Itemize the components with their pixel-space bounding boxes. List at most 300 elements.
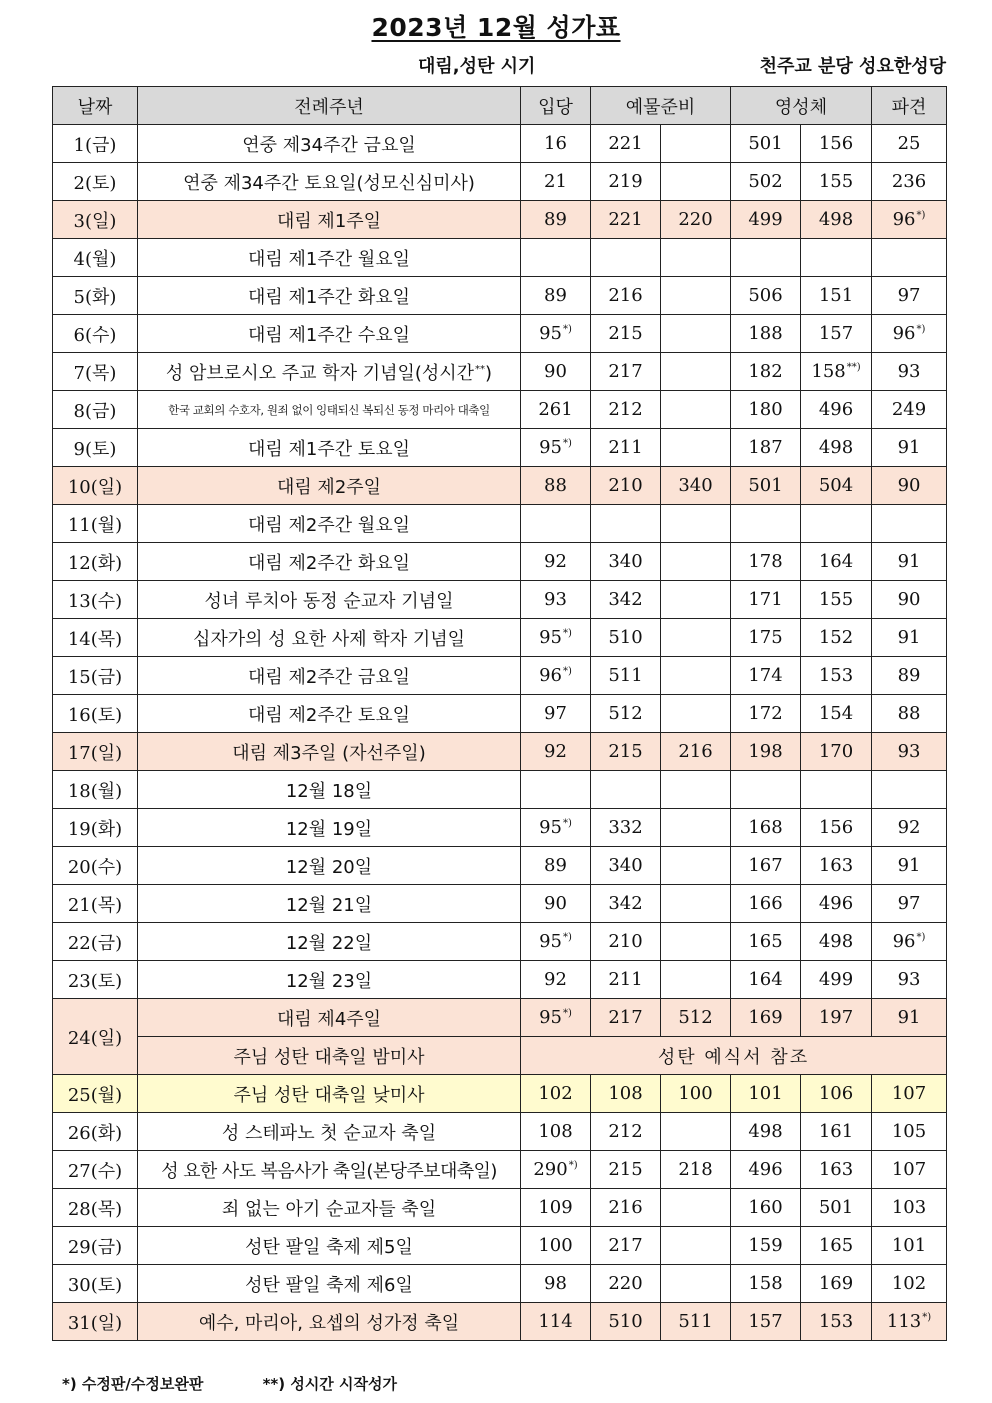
dismissal-cell: 91 bbox=[872, 543, 947, 581]
communion-cell-1: 101 bbox=[731, 1075, 801, 1113]
offertory-cell-1: 212 bbox=[591, 1113, 661, 1151]
entrance-cell: 89 bbox=[521, 847, 591, 885]
offertory-cell-2 bbox=[661, 353, 731, 391]
header-communion: 영성체 bbox=[731, 87, 872, 125]
dismissal-cell: 102 bbox=[872, 1265, 947, 1303]
offertory-cell-1: 510 bbox=[591, 619, 661, 657]
liturgy-cell: 대림 제1주간 월요일 bbox=[138, 239, 521, 277]
communion-cell-1: 164 bbox=[731, 961, 801, 999]
communion-cell-1: 180 bbox=[731, 391, 801, 429]
date-cell: 21(목) bbox=[53, 885, 138, 923]
table-row bbox=[53, 1265, 947, 1303]
offertory-cell-1: 211 bbox=[591, 961, 661, 999]
communion-cell-1: 501 bbox=[731, 125, 801, 163]
communion-cell-1: 502 bbox=[731, 163, 801, 201]
liturgy-cell: 주님 성탄 대축일 낮미사 bbox=[138, 1075, 521, 1113]
offertory-cell-1: 219 bbox=[591, 163, 661, 201]
liturgy-cell: 성탄 팔일 축제 제5일 bbox=[138, 1227, 521, 1265]
communion-cell-2: 501 bbox=[801, 1189, 872, 1227]
offertory-cell-1: 221 bbox=[591, 125, 661, 163]
revision-mark: *) bbox=[922, 1312, 932, 1323]
offertory-cell-2 bbox=[661, 429, 731, 467]
communion-cell-2: 499 bbox=[801, 961, 872, 999]
offertory-cell-2 bbox=[661, 847, 731, 885]
liturgy-cell: 대림 제3주일 (자선주일) bbox=[138, 733, 521, 771]
revision-mark: *) bbox=[563, 932, 572, 943]
dismissal-cell: 97 bbox=[872, 885, 947, 923]
date-cell: 30(토) bbox=[53, 1265, 138, 1303]
header-offertory: 예물준비 bbox=[591, 87, 731, 125]
dismissal-cell: 91 bbox=[872, 847, 947, 885]
table-row bbox=[53, 695, 947, 733]
offertory-cell-2 bbox=[661, 391, 731, 429]
communion-cell-2: 157 bbox=[801, 315, 872, 353]
offertory-cell-2: 216 bbox=[661, 733, 731, 771]
communion-cell-1: 172 bbox=[731, 695, 801, 733]
table-row bbox=[53, 1151, 947, 1189]
entrance-cell: 92 bbox=[521, 733, 591, 771]
header-date: 날짜 bbox=[53, 87, 138, 125]
dismissal-cell: 93 bbox=[872, 961, 947, 999]
liturgy-cell: 연중 제34주간 토요일(성모신심미사) bbox=[138, 163, 521, 201]
offertory-cell-2 bbox=[661, 1227, 731, 1265]
table-row-sunday bbox=[53, 201, 947, 239]
entrance-cell: 93 bbox=[521, 581, 591, 619]
dismissal-cell: 91 bbox=[872, 999, 947, 1037]
liturgy-cell: 죄 없는 아기 순교자들 축일 bbox=[138, 1189, 521, 1227]
dismissal-cell: 107 bbox=[872, 1075, 947, 1113]
liturgy-cell: 12월 18일 bbox=[138, 771, 521, 809]
header-dismissal: 파견 bbox=[872, 87, 947, 125]
liturgy-cell: 대림 제2주간 월요일 bbox=[138, 505, 521, 543]
liturgy-cell: 성탄 팔일 축제 제6일 bbox=[138, 1265, 521, 1303]
dismissal-cell: 236 bbox=[872, 163, 947, 201]
communion-cell-2: 163 bbox=[801, 1151, 872, 1189]
dismissal-cell bbox=[872, 315, 947, 353]
offertory-cell-1: 510 bbox=[591, 1303, 661, 1341]
communion-cell-1: 198 bbox=[731, 733, 801, 771]
dismissal-value: 96 bbox=[892, 209, 916, 230]
offertory-cell-2: 100 bbox=[661, 1075, 731, 1113]
entrance-cell bbox=[521, 809, 591, 847]
dismissal-cell: 107 bbox=[872, 1151, 947, 1189]
entrance-cell bbox=[521, 239, 591, 277]
date-cell: 16(토) bbox=[53, 695, 138, 733]
table-row bbox=[53, 619, 947, 657]
liturgy-cell: 대림 제2주일 bbox=[138, 467, 521, 505]
date-cell: 10(일) bbox=[53, 467, 138, 505]
date-cell: 12(화) bbox=[53, 543, 138, 581]
footnote-holy-hour: **) 성시간 시작성가 bbox=[262, 1375, 397, 1393]
entrance-cell: 108 bbox=[521, 1113, 591, 1151]
date-cell: 31(일) bbox=[53, 1303, 138, 1341]
liturgy-cell: 대림 제1주간 토요일 bbox=[138, 429, 521, 467]
table-row bbox=[53, 885, 947, 923]
liturgy-cell: 대림 제2주간 금요일 bbox=[138, 657, 521, 695]
communion-cell-1: 169 bbox=[731, 999, 801, 1037]
liturgy-text-tail: ) bbox=[485, 362, 493, 384]
date-cell: 11(월) bbox=[53, 505, 138, 543]
offertory-cell-1: 342 bbox=[591, 885, 661, 923]
date-cell: 15(금) bbox=[53, 657, 138, 695]
communion-cell-2: 161 bbox=[801, 1113, 872, 1151]
date-cell: 25(월) bbox=[53, 1075, 138, 1113]
date-cell: 23(토) bbox=[53, 961, 138, 999]
offertory-cell-1: 217 bbox=[591, 353, 661, 391]
entrance-cell: 98 bbox=[521, 1265, 591, 1303]
communion-cell-2 bbox=[801, 771, 872, 809]
offertory-cell-2 bbox=[661, 277, 731, 315]
offertory-cell-2 bbox=[661, 657, 731, 695]
footnote-revision: *) 수정판/수정보완판 bbox=[62, 1375, 204, 1393]
offertory-cell-1 bbox=[591, 239, 661, 277]
communion-cell-1: 188 bbox=[731, 315, 801, 353]
communion-cell-2: 155 bbox=[801, 163, 872, 201]
date-cell: 20(수) bbox=[53, 847, 138, 885]
date-cell: 3(일) bbox=[53, 201, 138, 239]
dismissal-cell: 101 bbox=[872, 1227, 947, 1265]
date-cell: 14(목) bbox=[53, 619, 138, 657]
entrance-cell: 90 bbox=[521, 885, 591, 923]
communion-cell-2: 170 bbox=[801, 733, 872, 771]
entrance-cell: 89 bbox=[521, 277, 591, 315]
offertory-cell-2 bbox=[661, 923, 731, 961]
table-row bbox=[53, 771, 947, 809]
communion-cell-2: 496 bbox=[801, 391, 872, 429]
offertory-cell-1: 216 bbox=[591, 1189, 661, 1227]
entrance-cell: 89 bbox=[521, 201, 591, 239]
dismissal-cell: 25 bbox=[872, 125, 947, 163]
parish-name: 천주교 분당 성요한성당 bbox=[759, 56, 946, 77]
offertory-cell-1: 342 bbox=[591, 581, 661, 619]
date-cell: 18(월) bbox=[53, 771, 138, 809]
dismissal-cell bbox=[872, 201, 947, 239]
dismissal-cell bbox=[872, 239, 947, 277]
dismissal-value: 113 bbox=[886, 1311, 922, 1332]
offertory-cell-2 bbox=[661, 619, 731, 657]
revision-mark: *) bbox=[563, 438, 572, 449]
header-row bbox=[53, 87, 947, 125]
date-cell: 5(화) bbox=[53, 277, 138, 315]
communion-cell-2 bbox=[801, 353, 872, 391]
liturgy-cell: 대림 제1주간 화요일 bbox=[138, 277, 521, 315]
entrance-value: 95 bbox=[539, 627, 562, 648]
offertory-cell-1: 216 bbox=[591, 277, 661, 315]
offertory-cell-1: 210 bbox=[591, 923, 661, 961]
communion-cell-2 bbox=[801, 505, 872, 543]
communion-cell-2: 169 bbox=[801, 1265, 872, 1303]
entrance-value: 95 bbox=[539, 817, 562, 838]
date-cell: 13(수) bbox=[53, 581, 138, 619]
dismissal-cell: 92 bbox=[872, 809, 947, 847]
communion-cell-2: 155 bbox=[801, 581, 872, 619]
entrance-cell: 88 bbox=[521, 467, 591, 505]
communion-cell-2: 197 bbox=[801, 999, 872, 1037]
table-row bbox=[53, 809, 947, 847]
date-cell: 1(금) bbox=[53, 125, 138, 163]
revision-mark: *) bbox=[563, 324, 572, 335]
communion-cell-2: 498 bbox=[801, 201, 872, 239]
hymn-schedule-table bbox=[52, 86, 947, 1341]
communion-cell-1: 187 bbox=[731, 429, 801, 467]
entrance-cell bbox=[521, 505, 591, 543]
header-liturgy: 전례주년 bbox=[138, 87, 521, 125]
offertory-cell-2 bbox=[661, 125, 731, 163]
dismissal-cell bbox=[872, 1303, 947, 1341]
liturgy-cell: 대림 제1주일 bbox=[138, 201, 521, 239]
revision-mark: *) bbox=[916, 210, 926, 221]
offertory-cell-2: 218 bbox=[661, 1151, 731, 1189]
table-row-sunday bbox=[53, 1303, 947, 1341]
liturgy-cell bbox=[138, 353, 521, 391]
offertory-cell-1: 511 bbox=[591, 657, 661, 695]
offertory-cell-2 bbox=[661, 543, 731, 581]
dismissal-cell: 93 bbox=[872, 353, 947, 391]
liturgy-cell: 성녀 루치아 동정 순교자 기념일 bbox=[138, 581, 521, 619]
header-entrance: 입당 bbox=[521, 87, 591, 125]
liturgy-cell: 대림 제2주간 토요일 bbox=[138, 695, 521, 733]
entrance-cell: 109 bbox=[521, 1189, 591, 1227]
table-row-christmas bbox=[53, 1075, 947, 1113]
communion-cell-2: 153 bbox=[801, 657, 872, 695]
liturgy-cell: 예수, 마리아, 요셉의 성가정 축일 bbox=[138, 1303, 521, 1341]
dismissal-cell: 90 bbox=[872, 581, 947, 619]
entrance-value: 95 bbox=[539, 323, 562, 344]
table-row bbox=[53, 353, 947, 391]
liturgy-cell: 대림 제4주일 bbox=[138, 999, 521, 1037]
date-cell: 24(일) bbox=[53, 999, 138, 1075]
offertory-cell-1: 108 bbox=[591, 1075, 661, 1113]
offertory-cell-1 bbox=[591, 771, 661, 809]
entrance-cell: 114 bbox=[521, 1303, 591, 1341]
entrance-cell bbox=[521, 999, 591, 1037]
offertory-cell-2 bbox=[661, 809, 731, 847]
holy-hour-mark: **) bbox=[846, 362, 861, 373]
offertory-cell-2 bbox=[661, 695, 731, 733]
table-row bbox=[53, 163, 947, 201]
offertory-cell-2 bbox=[661, 239, 731, 277]
liturgy-cell: 한국 교회의 수호자, 원죄 없이 잉태되신 복되신 동정 마리아 대축일 bbox=[138, 391, 521, 429]
entrance-cell bbox=[521, 429, 591, 467]
liturgy-cell: 12월 19일 bbox=[138, 809, 521, 847]
communion-cell-2: 151 bbox=[801, 277, 872, 315]
table-row bbox=[53, 581, 947, 619]
offertory-cell-2: 512 bbox=[661, 999, 731, 1037]
communion-cell-1: 167 bbox=[731, 847, 801, 885]
entrance-cell: 92 bbox=[521, 961, 591, 999]
date-cell: 4(월) bbox=[53, 239, 138, 277]
dismissal-cell: 249 bbox=[872, 391, 947, 429]
offertory-cell-2 bbox=[661, 885, 731, 923]
entrance-cell bbox=[521, 619, 591, 657]
communion-cell-1: 506 bbox=[731, 277, 801, 315]
table-row bbox=[53, 315, 947, 353]
communion-cell-2: 156 bbox=[801, 809, 872, 847]
offertory-cell-2: 220 bbox=[661, 201, 731, 239]
communion-cell-1: 496 bbox=[731, 1151, 801, 1189]
communion-cell-1: 499 bbox=[731, 201, 801, 239]
entrance-cell: 97 bbox=[521, 695, 591, 733]
table-row bbox=[53, 1113, 947, 1151]
communion-cell-1: 498 bbox=[731, 1113, 801, 1151]
liturgy-cell: 12월 22일 bbox=[138, 923, 521, 961]
dismissal-cell: 105 bbox=[872, 1113, 947, 1151]
date-cell: 8(금) bbox=[53, 391, 138, 429]
offertory-cell-1: 217 bbox=[591, 999, 661, 1037]
communion-cell-1: 165 bbox=[731, 923, 801, 961]
liturgy-cell: 십자가의 성 요한 사제 학자 기념일 bbox=[138, 619, 521, 657]
date-cell: 22(금) bbox=[53, 923, 138, 961]
table-row bbox=[53, 239, 947, 277]
date-cell: 27(수) bbox=[53, 1151, 138, 1189]
dismissal-cell: 88 bbox=[872, 695, 947, 733]
offertory-cell-1: 221 bbox=[591, 201, 661, 239]
offertory-cell-2 bbox=[661, 163, 731, 201]
offertory-cell-1: 340 bbox=[591, 543, 661, 581]
table-row bbox=[53, 429, 947, 467]
holy-hour-mark: ** bbox=[475, 363, 486, 375]
dismissal-cell: 93 bbox=[872, 733, 947, 771]
revision-mark: *) bbox=[563, 1008, 572, 1019]
date-cell: 9(토) bbox=[53, 429, 138, 467]
entrance-cell bbox=[521, 923, 591, 961]
table-row-sunday bbox=[53, 467, 947, 505]
entrance-cell bbox=[521, 315, 591, 353]
communion-cell-1: 175 bbox=[731, 619, 801, 657]
communion-cell-1 bbox=[731, 771, 801, 809]
communion-cell-2: 154 bbox=[801, 695, 872, 733]
revision-mark: *) bbox=[916, 932, 926, 943]
offertory-cell-2: 511 bbox=[661, 1303, 731, 1341]
communion-cell-1: 158 bbox=[731, 1265, 801, 1303]
communion-cell-2: 164 bbox=[801, 543, 872, 581]
entrance-cell: 261 bbox=[521, 391, 591, 429]
communion-cell-2: 496 bbox=[801, 885, 872, 923]
dismissal-cell: 89 bbox=[872, 657, 947, 695]
communion-cell-1: 174 bbox=[731, 657, 801, 695]
revision-mark: *) bbox=[563, 818, 572, 829]
offertory-cell-2 bbox=[661, 1189, 731, 1227]
dismissal-cell: 103 bbox=[872, 1189, 947, 1227]
liturgy-cell: 성 요한 사도 복음사가 축일(본당주보대축일) bbox=[138, 1151, 521, 1189]
entrance-value: 95 bbox=[539, 1007, 562, 1028]
communion-cell-2: 106 bbox=[801, 1075, 872, 1113]
communion-cell-1: 171 bbox=[731, 581, 801, 619]
offertory-cell-1: 210 bbox=[591, 467, 661, 505]
see-christmas-rite-note: 성탄 예식서 참조 bbox=[521, 1037, 947, 1075]
communion-cell-1: 168 bbox=[731, 809, 801, 847]
liturgy-cell: 12월 23일 bbox=[138, 961, 521, 999]
page-title: 2023년 12월 성가표 bbox=[371, 13, 621, 42]
offertory-cell-1: 215 bbox=[591, 1151, 661, 1189]
table-row bbox=[53, 1227, 947, 1265]
revision-mark: *) bbox=[916, 324, 926, 335]
offertory-cell-1 bbox=[591, 505, 661, 543]
date-cell: 19(화) bbox=[53, 809, 138, 847]
offertory-cell-2 bbox=[661, 961, 731, 999]
table-row bbox=[53, 277, 947, 315]
date-cell: 7(목) bbox=[53, 353, 138, 391]
table-row bbox=[53, 847, 947, 885]
communion-cell-2: 153 bbox=[801, 1303, 872, 1341]
entrance-cell: 21 bbox=[521, 163, 591, 201]
communion-cell-1: 501 bbox=[731, 467, 801, 505]
dismissal-cell bbox=[872, 923, 947, 961]
offertory-cell-1: 215 bbox=[591, 733, 661, 771]
dismissal-value: 96 bbox=[892, 931, 916, 952]
communion-cell-1: 178 bbox=[731, 543, 801, 581]
date-cell: 17(일) bbox=[53, 733, 138, 771]
entrance-value: 96 bbox=[539, 665, 562, 686]
offertory-cell-2 bbox=[661, 315, 731, 353]
communion-cell-2: 152 bbox=[801, 619, 872, 657]
liturgy-text: 성 암브로시오 주교 학자 기념일(성시간 bbox=[165, 362, 475, 384]
dismissal-cell: 91 bbox=[872, 429, 947, 467]
dismissal-cell: 90 bbox=[872, 467, 947, 505]
liturgy-cell: 주님 성탄 대축일 밤미사 bbox=[138, 1037, 521, 1075]
entrance-cell: 100 bbox=[521, 1227, 591, 1265]
entrance-cell: 90 bbox=[521, 353, 591, 391]
entrance-value: 290 bbox=[533, 1159, 568, 1180]
offertory-cell-1: 220 bbox=[591, 1265, 661, 1303]
entrance-value: 95 bbox=[539, 437, 562, 458]
dismissal-cell: 97 bbox=[872, 277, 947, 315]
offertory-cell-2 bbox=[661, 1265, 731, 1303]
dismissal-cell bbox=[872, 505, 947, 543]
table-row-sunday bbox=[53, 733, 947, 771]
entrance-cell bbox=[521, 1151, 591, 1189]
communion-cell-2: 504 bbox=[801, 467, 872, 505]
dismissal-cell bbox=[872, 771, 947, 809]
communion-cell-1: 157 bbox=[731, 1303, 801, 1341]
communion-cell-1: 160 bbox=[731, 1189, 801, 1227]
liturgy-cell: 연중 제34주간 금요일 bbox=[138, 125, 521, 163]
date-cell: 6(수) bbox=[53, 315, 138, 353]
offertory-cell-1: 340 bbox=[591, 847, 661, 885]
footnotes bbox=[62, 1373, 451, 1394]
date-cell: 28(목) bbox=[53, 1189, 138, 1227]
offertory-cell-2 bbox=[661, 581, 731, 619]
offertory-cell-2 bbox=[661, 1113, 731, 1151]
entrance-cell: 102 bbox=[521, 1075, 591, 1113]
offertory-cell-2: 340 bbox=[661, 467, 731, 505]
communion-cell-2: 498 bbox=[801, 923, 872, 961]
communion-cell-2 bbox=[801, 239, 872, 277]
table-row bbox=[53, 923, 947, 961]
table-row bbox=[53, 505, 947, 543]
entrance-cell bbox=[521, 657, 591, 695]
communion-cell-2: 156 bbox=[801, 125, 872, 163]
entrance-cell: 16 bbox=[521, 125, 591, 163]
offertory-cell-1: 215 bbox=[591, 315, 661, 353]
communion-cell-1: 159 bbox=[731, 1227, 801, 1265]
offertory-cell-2 bbox=[661, 771, 731, 809]
dismissal-cell: 91 bbox=[872, 619, 947, 657]
liturgy-cell: 성 스테파노 첫 순교자 축일 bbox=[138, 1113, 521, 1151]
liturgy-cell: 12월 20일 bbox=[138, 847, 521, 885]
table-row bbox=[53, 961, 947, 999]
offertory-cell-1: 512 bbox=[591, 695, 661, 733]
communion-cell-2: 498 bbox=[801, 429, 872, 467]
table-row bbox=[53, 1189, 947, 1227]
liturgy-cell: 대림 제2주간 화요일 bbox=[138, 543, 521, 581]
table-row bbox=[53, 391, 947, 429]
offertory-cell-2 bbox=[661, 505, 731, 543]
offertory-cell-1: 212 bbox=[591, 391, 661, 429]
offertory-cell-1: 332 bbox=[591, 809, 661, 847]
season-subtitle: 대림,성탄 시기 bbox=[418, 56, 536, 77]
communion-cell-1 bbox=[731, 505, 801, 543]
